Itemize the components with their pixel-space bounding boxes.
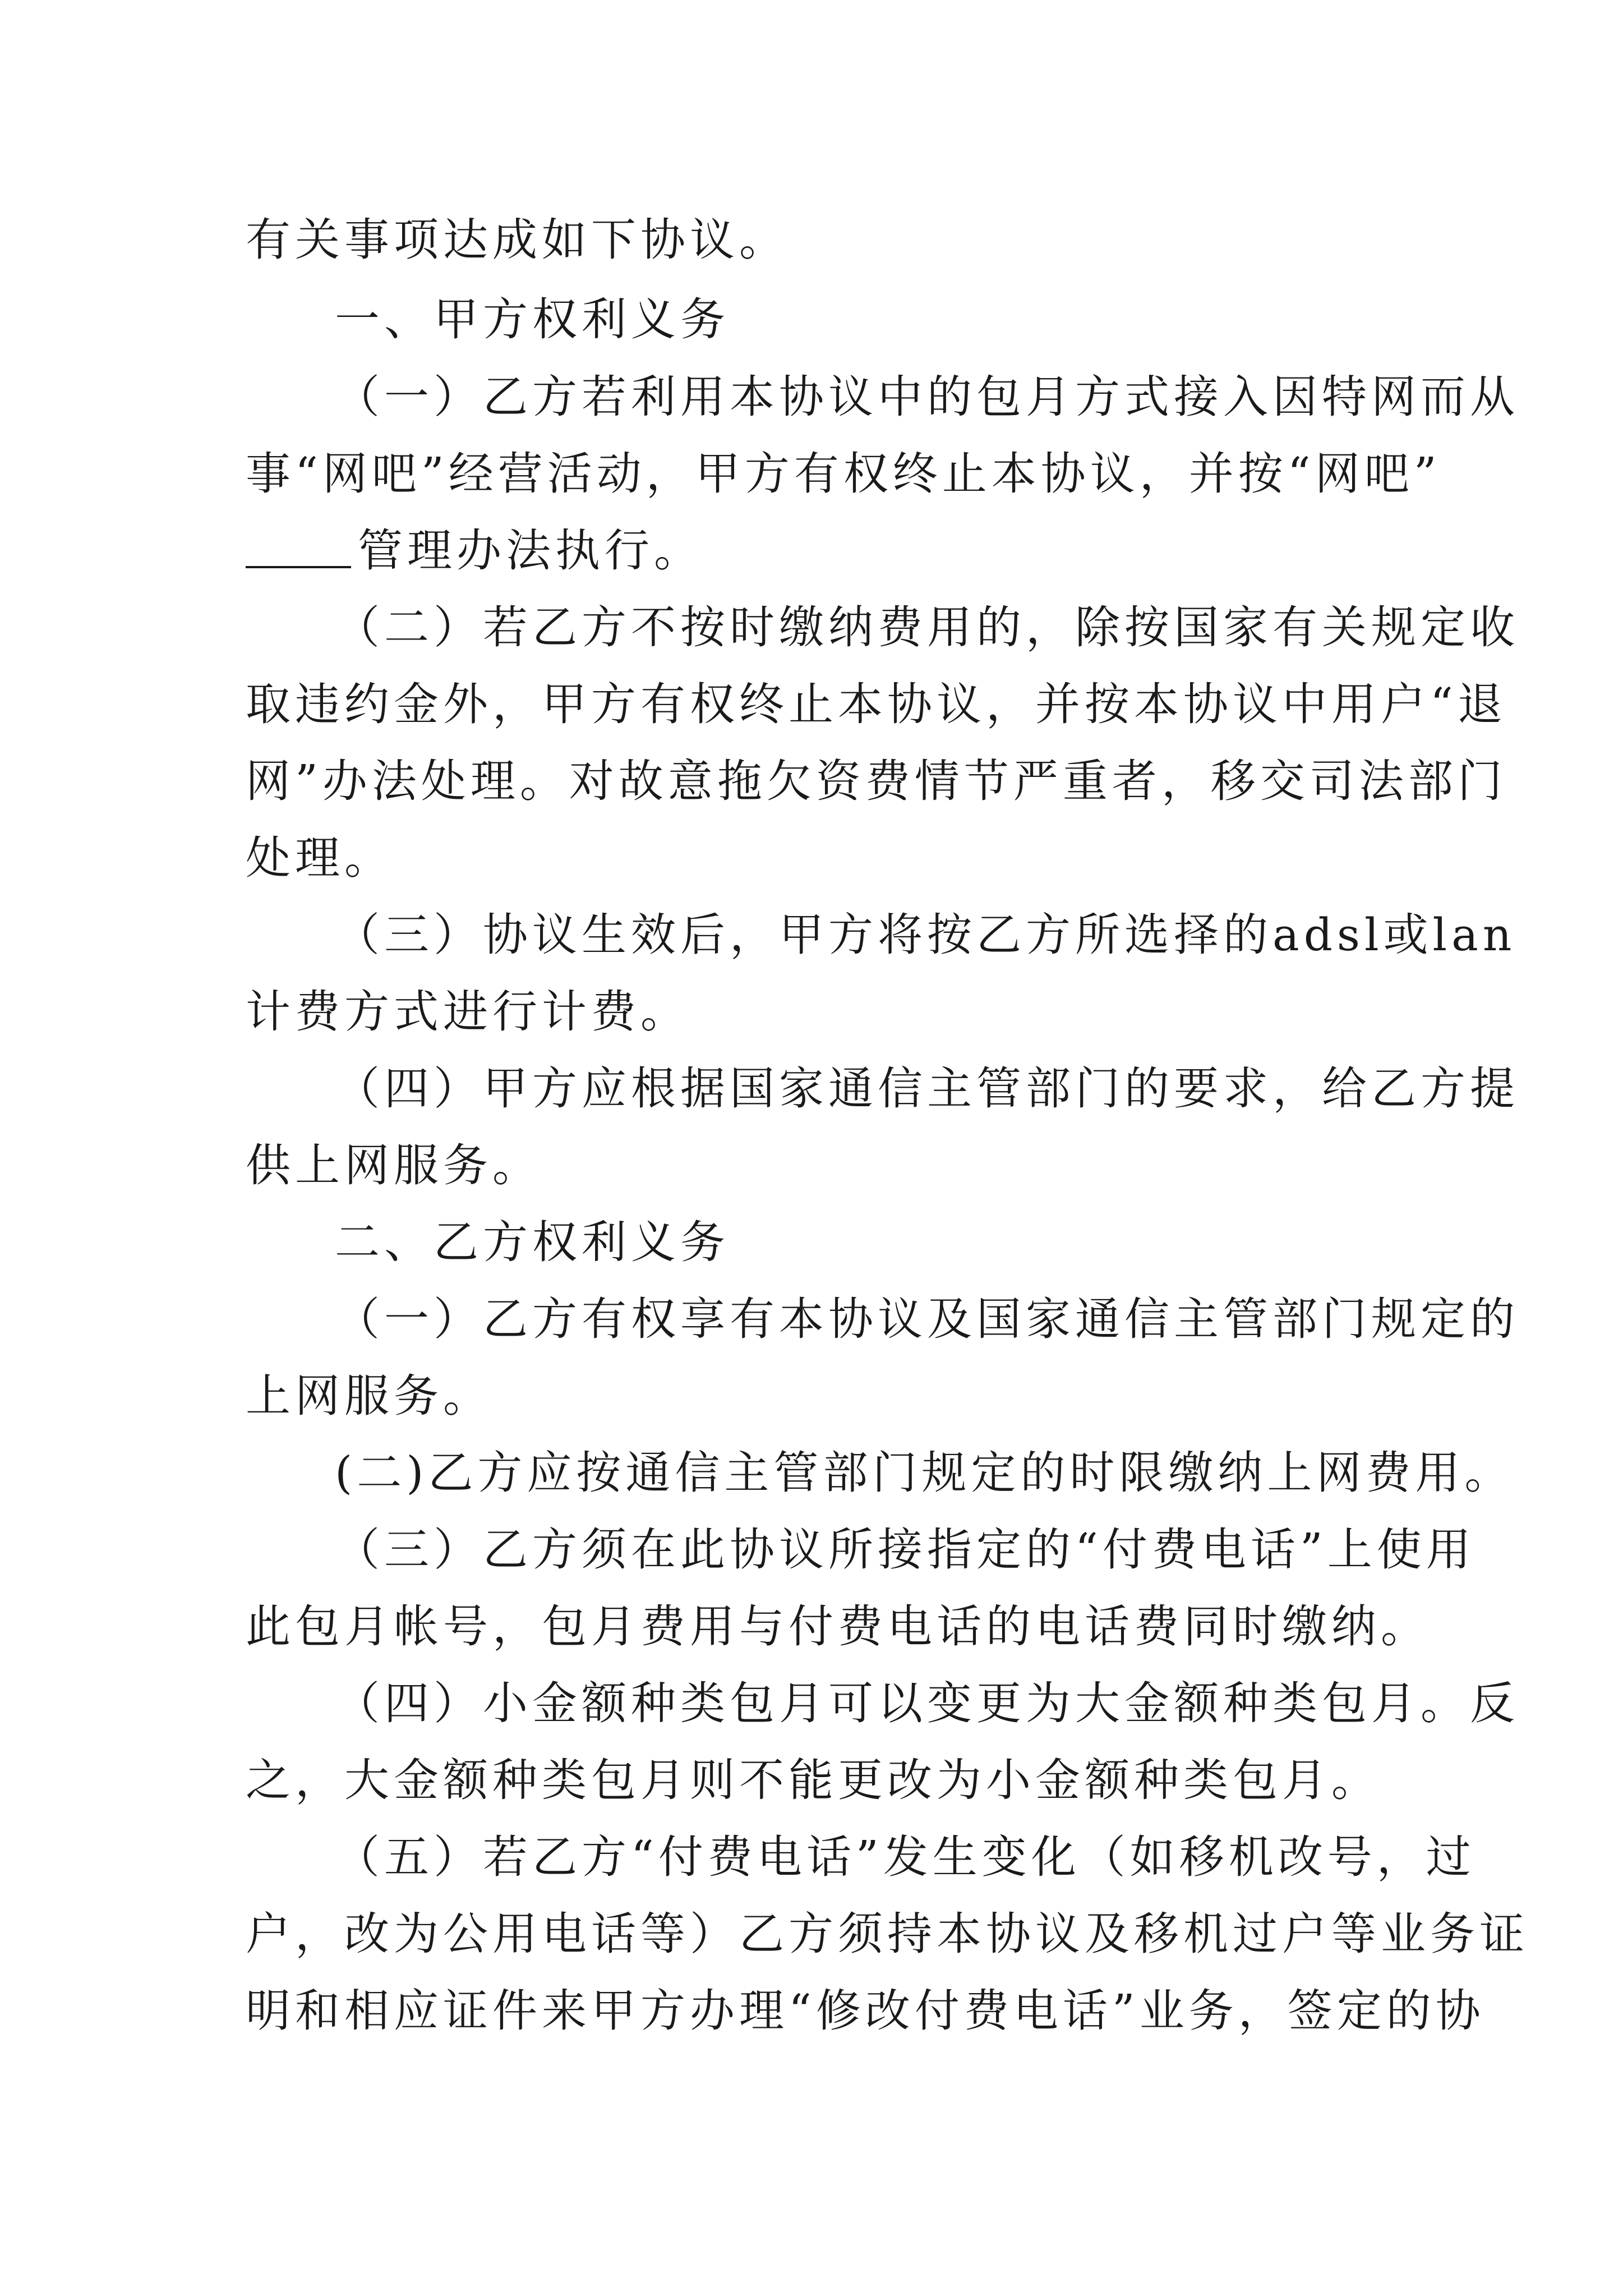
paragraph-line: 户，改为公用电话等）乙方须持本协议及移机过户等业务证 [246,1908,1529,1960]
paragraph-line-text: 管理办法执行。 [358,524,703,577]
paragraph-line: （三）乙方须在此协议所接指定的“付费电话”上使用 [335,1524,1476,1576]
fill-in-blank [246,566,351,568]
paragraph-line: （四）小金额种类包月可以变更为大金额种类包月。反 [335,1677,1519,1729]
paragraph-line: 网”办法处理。对故意拖欠资费情节严重者，移交司法部门 [246,755,1507,807]
paragraph-line: 此包月帐号，包月费用与付费电话的电话费同时缴纳。 [246,1600,1430,1653]
paragraph-line: 上网服务。 [246,1370,492,1422]
section-heading: 一、甲方权利义务 [335,293,730,346]
paragraph-line: 有关事项达成如下协议。 [246,214,789,266]
paragraph-line: 之，大金额种类包月则不能更改为小金额种类包月。 [246,1754,1381,1806]
paragraph-line: （五）若乙方“付费电话”发生变化（如移机改号，过 [335,1831,1476,1883]
section-heading: 二、乙方权利义务 [335,1216,730,1268]
paragraph-line: 取违约金外，甲方有权终止本协议，并按本协议中用户“退 [246,678,1507,730]
paragraph-line: 明和相应证件来甲方办理“修改付费电话”业务，签定的协 [246,1985,1485,2037]
paragraph-line: 事“网吧”经营活动，甲方有权终止本协议，并按“网吧” [246,448,1441,500]
paragraph-line: （一）乙方有权享有本协议及国家通信主管部门规定的 [335,1293,1519,1345]
paragraph-line: 供上网服务。 [246,1139,542,1191]
paragraph-line: 处理。 [246,832,394,884]
paragraph-line: 计费方式进行计费。 [246,986,690,1038]
paragraph-line: (二)乙方应按通信主管部门规定的时限缴纳上网费用。 [335,1447,1514,1499]
paragraph-line: （一）乙方若利用本协议中的包月方式接入因特网而从 [335,371,1519,423]
paragraph-line-with-blank [246,523,703,579]
paragraph-line: （三）协议生效后，甲方将按乙方所选择的adsl或lan [335,909,1516,961]
paragraph-line: （二）若乙方不按时缴纳费用的，除按国家有关规定收 [335,601,1519,654]
paragraph-line: （四）甲方应根据国家通信主管部门的要求，给乙方提 [335,1062,1519,1115]
